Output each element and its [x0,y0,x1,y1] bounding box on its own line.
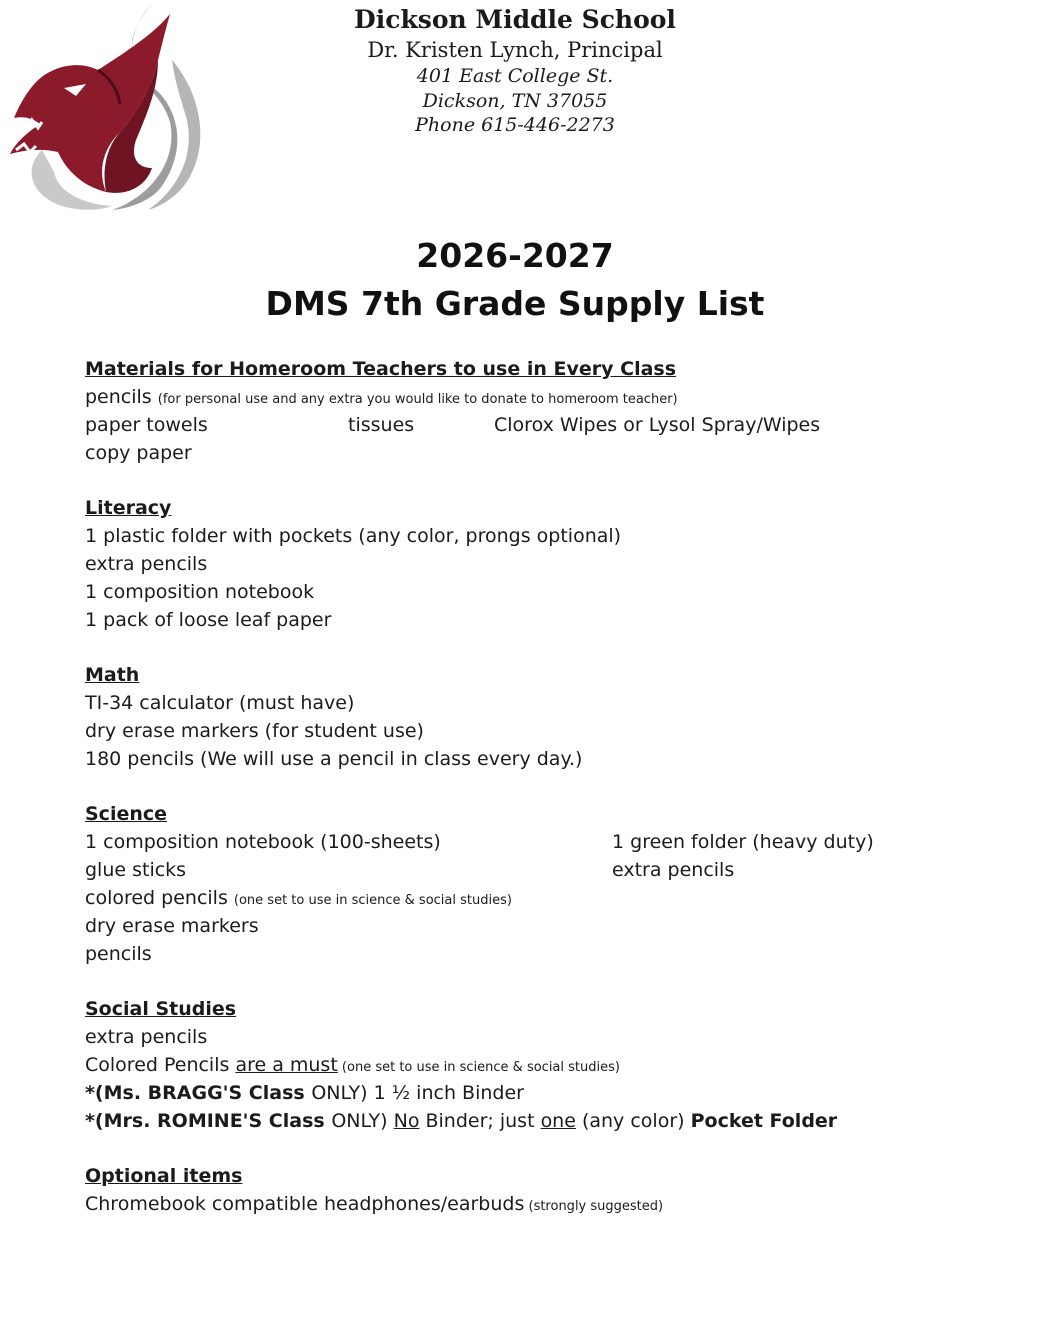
principal-name: Dr. Kristen Lynch, Principal [367,38,663,62]
list-item: dry erase markers (for student use) [85,720,424,742]
list-item: extra pencils [85,553,208,575]
list-item: pencils [85,943,152,965]
science-extra-pencils: extra pencils [612,859,735,881]
address-city: Dickson, TN 37055 [422,89,608,112]
phone-number: Phone 615-446-2273 [415,114,615,136]
social-colored-note: (one set to use in science & social studies) [337,1060,620,1075]
romine-pocket-folder: Pocket Folder [690,1110,838,1132]
list-item [85,884,985,912]
bragg-only: ONLY) [311,1082,368,1104]
science-composition: 1 composition notebook (100-sheets) [85,831,441,853]
supply-list-title: DMS 7th Grade Supply List [265,284,765,323]
homeroom-paper-towels: paper towels [85,414,208,436]
list-item [85,383,985,411]
homeroom-clorox: Clorox Wipes or Lysol Spray/Wipes [494,414,821,436]
school-header [300,4,730,138]
science-heading: Science [85,803,168,825]
science-green-folder: 1 green folder (heavy duty) [612,831,874,853]
homeroom-copy-paper: copy paper [85,442,192,464]
optional-headphones: Chromebook compatible headphones/earbuds [85,1193,525,1215]
romine-no: No [393,1110,420,1132]
bragg-binder: 1 ½ inch Binder [367,1082,524,1104]
list-item: 1 plastic folder with pockets (any color, prongs optional) [85,525,622,547]
dragon-mascot-icon [2,0,212,215]
science-colored-note: (one set to use in science & social studies) [233,893,512,908]
list-item: dry erase markers [85,915,259,937]
page-title [0,232,1030,328]
list-item [85,1190,985,1218]
list-item [85,1107,985,1135]
science-glue: glue sticks [85,859,187,881]
social-colored-b: are a must [235,1054,338,1076]
romine-only: ONLY) [331,1110,388,1132]
literacy-heading: Literacy [85,497,172,519]
optional-heading: Optional items [85,1165,243,1187]
list-item: 180 pencils (We will use a pencil in class every day.) [85,748,583,770]
list-item: 1 composition notebook [85,581,315,603]
list-item [85,828,985,856]
homeroom-tissues: tissues [348,414,415,436]
list-item [85,1051,985,1079]
school-year: 2026-2027 [416,236,614,275]
address-street: 401 East College St. [416,65,614,87]
social-studies-heading: Social Studies [85,998,237,1020]
romine-class-label: *(Mrs. ROMINE'S Class [85,1110,332,1132]
school-name: Dickson Middle School [354,5,676,34]
homeroom-pencils: pencils [85,386,152,408]
bragg-class-label: *(Ms. BRAGG'S Class [85,1082,312,1104]
science-colored-pencils: colored pencils [85,887,228,909]
romine-one: one [540,1110,576,1132]
list-item: extra pencils [85,1026,208,1048]
homeroom-heading: Materials for Homeroom Teachers to use in Every Class [85,358,677,380]
math-heading: Math [85,664,140,686]
romine-any-color: (any color) [575,1110,691,1132]
romine-binder-just: Binder; just [419,1110,541,1132]
list-item: 1 pack of loose leaf paper [85,609,332,631]
supply-list [85,355,985,1218]
homeroom-pencils-note: (for personal use and any extra you would like to donate to homeroom teacher) [157,392,678,407]
list-item [85,411,985,439]
list-item [85,856,985,884]
optional-note: (strongly suggested) [524,1199,664,1214]
social-colored-a: Colored Pencils [85,1054,236,1076]
list-item [85,1079,985,1107]
list-item: TI-34 calculator (must have) [85,692,355,714]
